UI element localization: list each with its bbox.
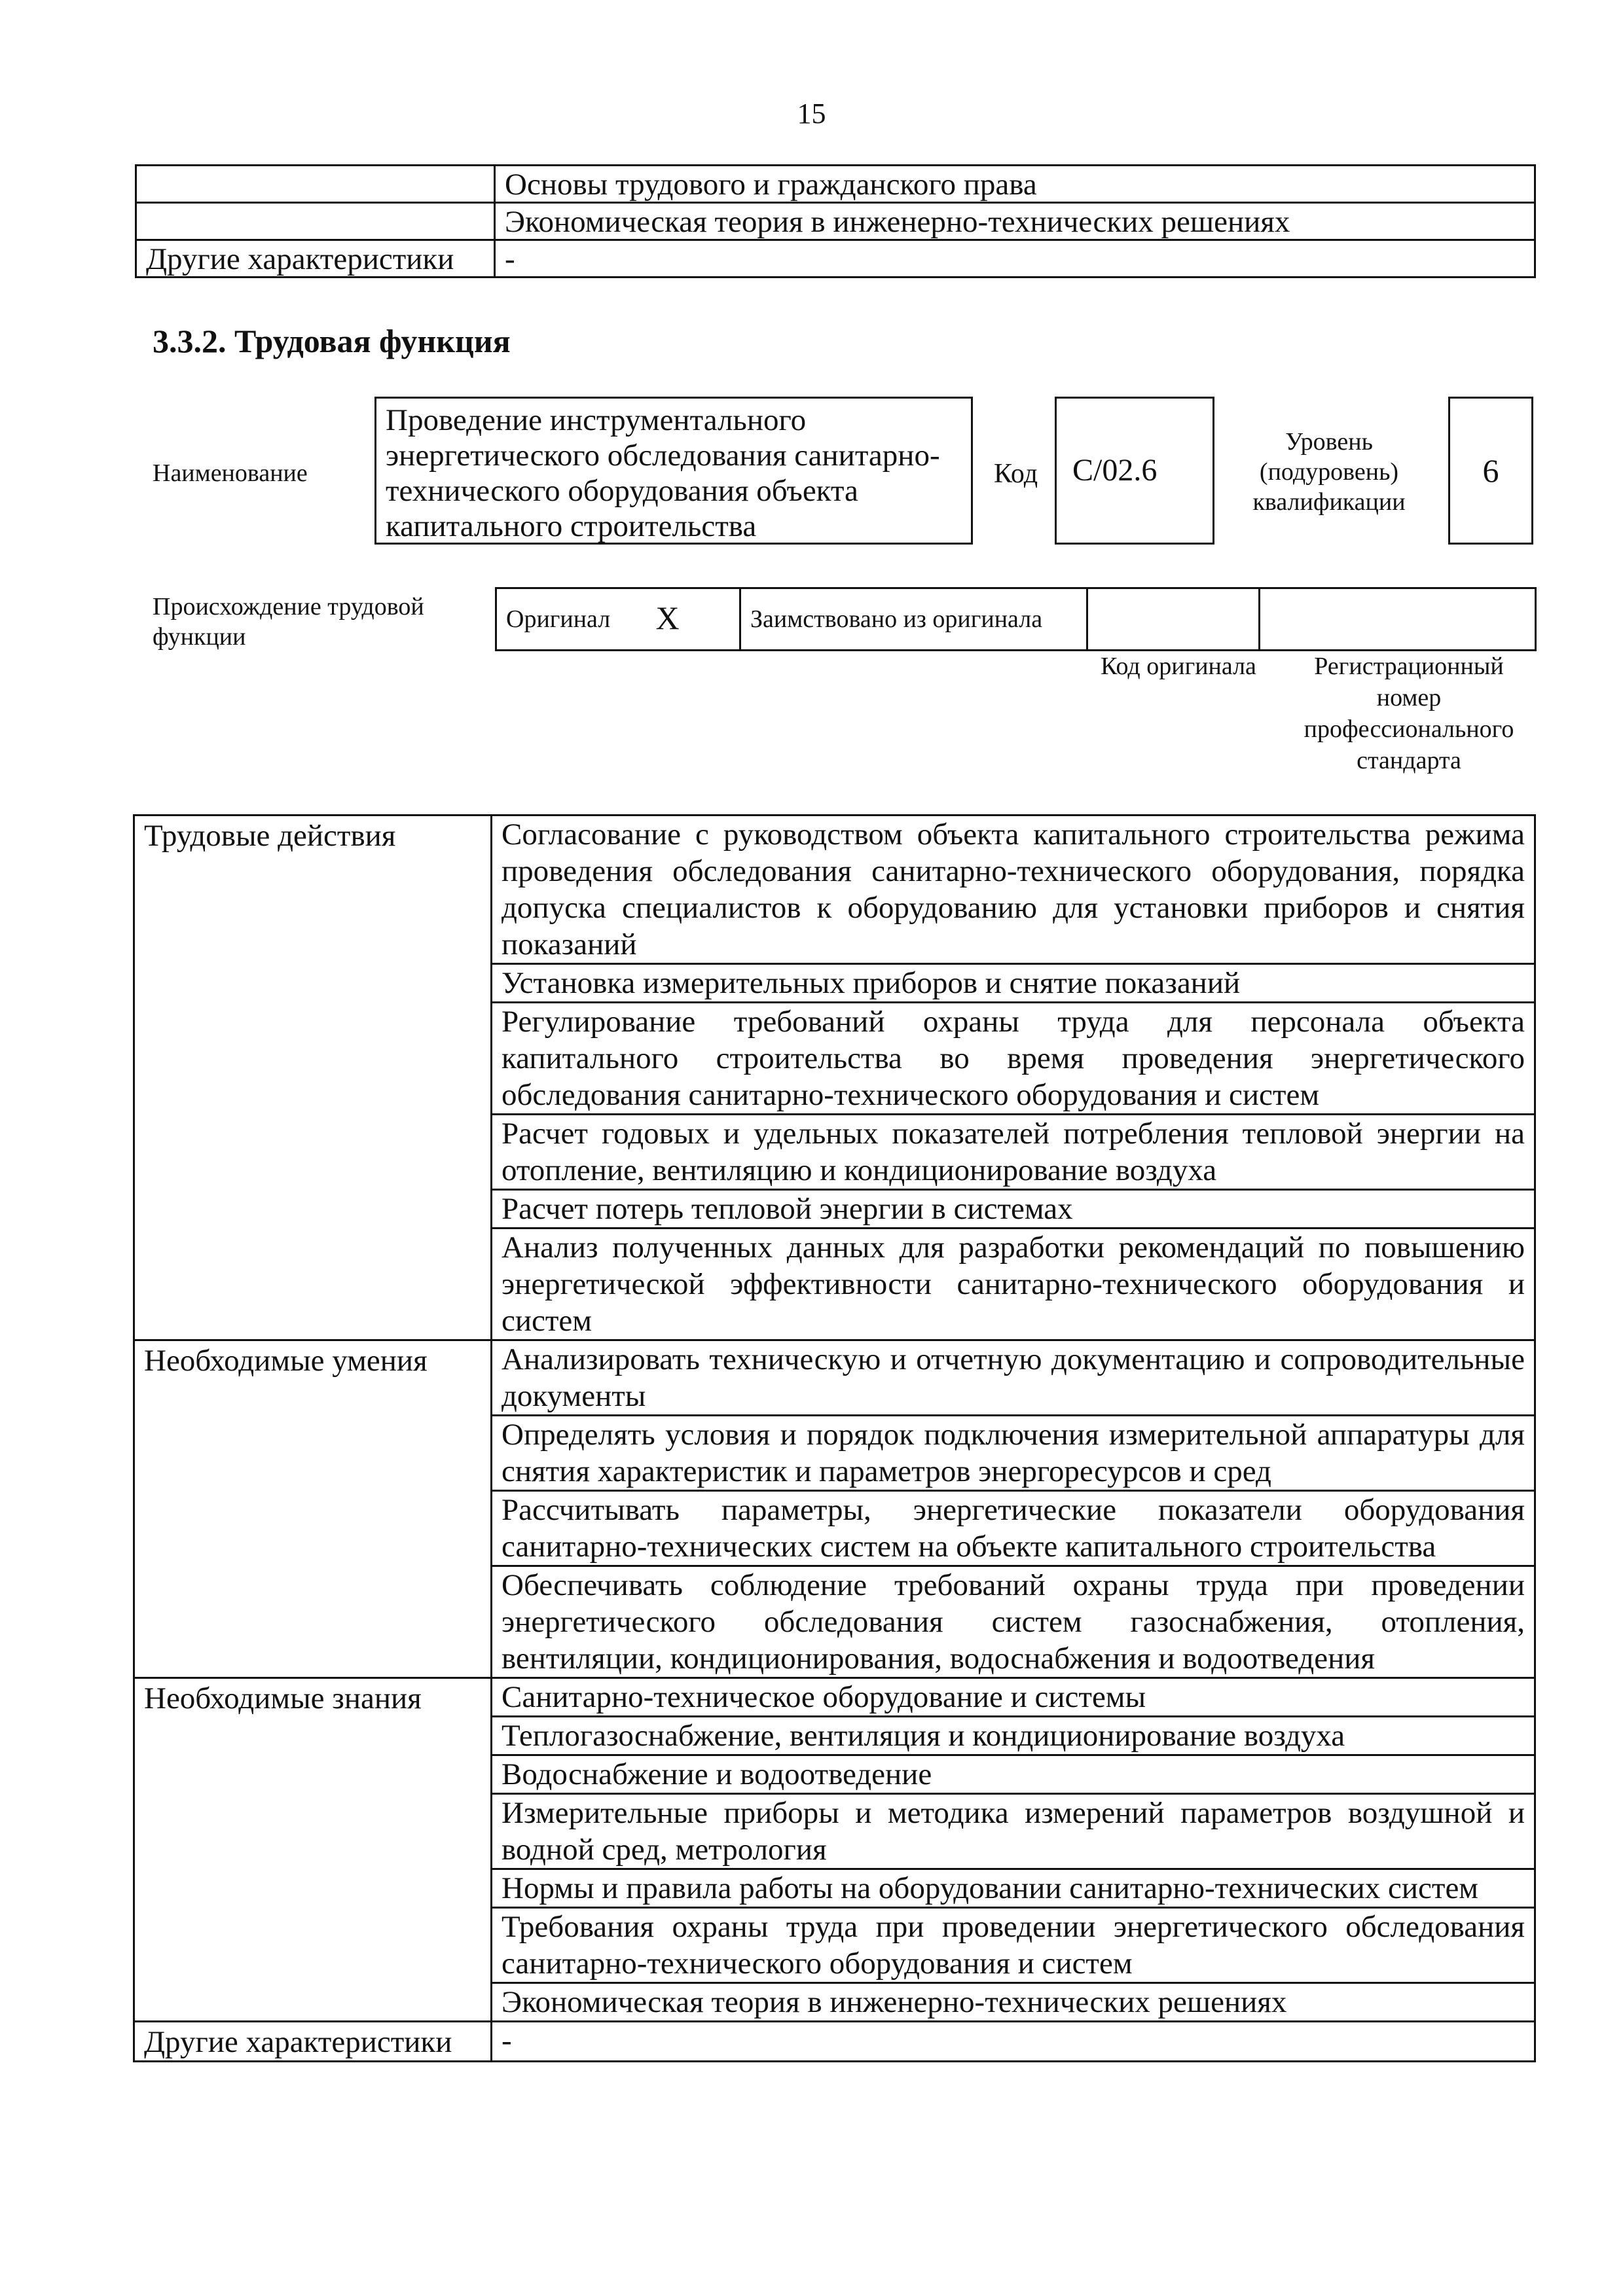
table-cell: Регулирование требований охраны труда для персонала объекта капитального строительства во время проведения энергетического обследования санитарно-технического оборудования и систем xyxy=(492,1003,1535,1115)
origin-label: Происхождение трудовой функции xyxy=(153,593,424,651)
code-label: Код xyxy=(994,459,1038,489)
table-row xyxy=(136,240,1535,278)
original-label: Оригинал xyxy=(496,588,647,651)
code-value: C/02.6 xyxy=(1055,397,1214,545)
main-table xyxy=(133,814,1536,2062)
table-cell-label: Другие характеристики xyxy=(136,240,495,278)
section-heading: 3.3.2. Трудовая функция xyxy=(153,323,511,359)
table-cell-value: Экономическая теория в инженерно-технических решениях xyxy=(495,203,1535,240)
table-cell-value: Основы трудового и гражданского права xyxy=(495,166,1535,203)
original-mark xyxy=(647,588,740,651)
function-name-value: Проведение инструментального энергетического обследования санитарно-технического оборудования объекта капитального строительства xyxy=(374,397,973,545)
table-cell: Экономическая теория в инженерно-технических решениях xyxy=(492,1983,1535,2022)
table-cell: - xyxy=(492,2022,1535,2062)
table-row xyxy=(134,816,1535,964)
table-cell-label xyxy=(136,203,495,240)
table-cell: Водоснабжение и водоотведение xyxy=(492,1755,1535,1794)
table-cell: Определять условия и порядок подключения измерительной аппаратуры для снятия характеристик и параметров энергоресурсов и сред xyxy=(492,1416,1535,1491)
table-cell: Нормы и правила работы на оборудовании санитарно-технических систем xyxy=(492,1869,1535,1908)
qualification-level-value: 6 xyxy=(1448,397,1533,545)
qualification-level-label: Уровень (подуровень) квалификации xyxy=(1252,428,1406,516)
table-cell: Анализировать техническую и отчетную документацию и сопроводительные документы xyxy=(492,1340,1535,1416)
group-label-other: Другие характеристики xyxy=(134,2022,492,2062)
top-table xyxy=(135,164,1536,278)
table-cell: Расчет годовых и удельных показателей потребления тепловой энергии на отопление, вентиляцию и кондиционирование воздуха xyxy=(492,1115,1535,1190)
name-label: Наименование xyxy=(153,459,308,487)
table-row xyxy=(496,588,1536,651)
page-number: 15 xyxy=(797,98,826,130)
borrowed-label: Заимствовано из оригинала xyxy=(740,588,1087,651)
group-label-required-skills: Необходимые умения xyxy=(134,1340,492,1678)
table-cell-label xyxy=(136,166,495,203)
table-cell: Теплогазоснабжение, вентиляция и кондиционирование воздуха xyxy=(492,1717,1535,1755)
table-row xyxy=(136,166,1535,203)
table-cell: Обеспечивать соблюдение требований охраны труда при проведении энергетического обследования систем газоснабжения, отопления, вентиляции, кондиционирования, водоснабжения и водоотведения xyxy=(492,1566,1535,1678)
origin-table xyxy=(495,587,1537,651)
table-cell: Измерительные приборы и методика измерений параметров воздушной и водной сред, метрология xyxy=(492,1794,1535,1869)
group-label-labor-actions: Трудовые действия xyxy=(134,816,492,1340)
reg-number-caption: Регистрационный номер профессионального стандарта xyxy=(1304,653,1514,774)
table-cell: Требования охраны труда при проведении энергетического обследования санитарно-технического оборудования и систем xyxy=(492,1908,1535,1983)
table-cell: Санитарно-техническое оборудование и системы xyxy=(492,1678,1535,1717)
code-original-caption: Код оригинала xyxy=(1101,653,1256,680)
table-cell: Установка измерительных приборов и снятие показаний xyxy=(492,964,1535,1003)
code-original-cell xyxy=(1087,588,1260,651)
table-row xyxy=(136,203,1535,240)
group-label-required-knowledge: Необходимые знания xyxy=(134,1678,492,2022)
table-cell: Расчет потерь тепловой энергии в системах xyxy=(492,1190,1535,1229)
table-cell: Согласование с руководством объекта капитального строительства режима проведения обследования санитарно-технического оборудования, порядка допуска специалистов к оборудованию для установки приборов и снятия показаний xyxy=(492,816,1535,964)
table-row xyxy=(134,1678,1535,1717)
original-mark-x: X xyxy=(655,599,680,636)
table-row xyxy=(134,2022,1535,2062)
table-row xyxy=(134,1340,1535,1416)
table-cell: Анализ полученных данных для разработки рекомендаций по повышению энергетической эффективности санитарно-технического оборудования и систем xyxy=(492,1229,1535,1340)
table-cell: Рассчитывать параметры, энергетические показатели оборудования санитарно-технических систем на объекте капитального строительства xyxy=(492,1491,1535,1566)
reg-number-cell xyxy=(1260,588,1536,651)
table-cell-value: - xyxy=(495,240,1535,278)
